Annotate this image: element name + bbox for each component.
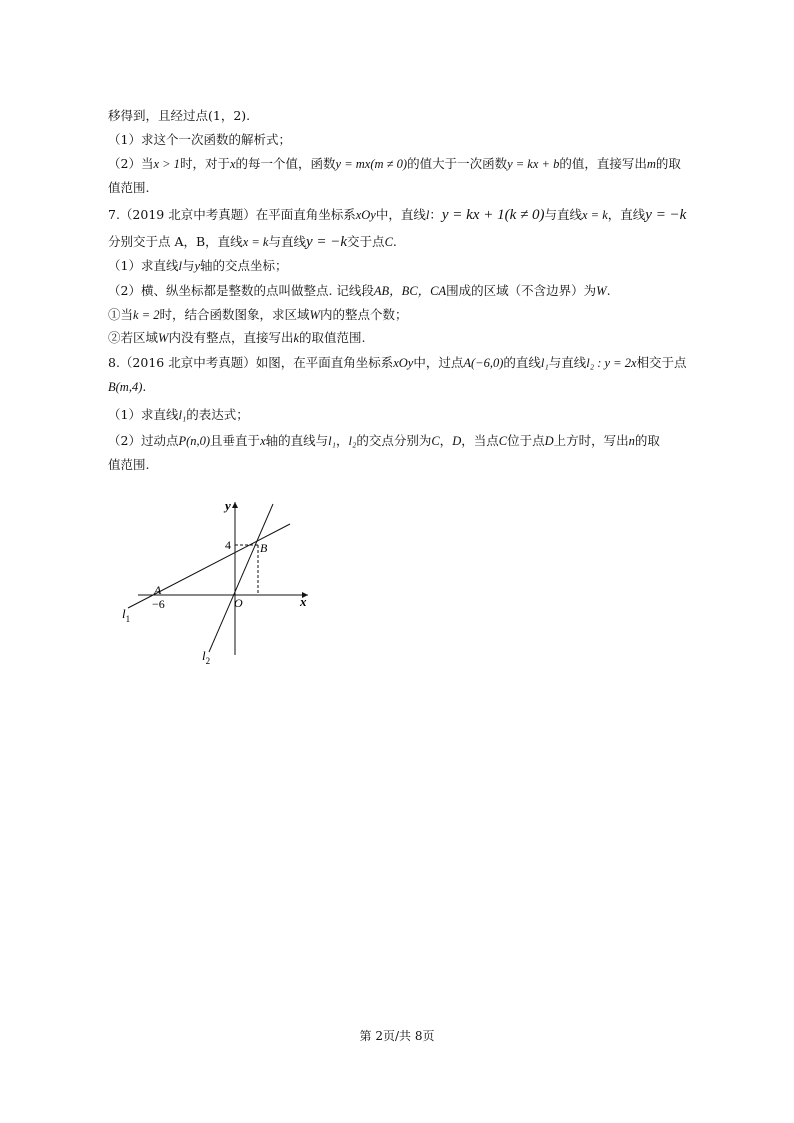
problem-8-stem: 8.（2016 北京中考真题）如图，在平面直角坐标系xOy中，过点A(−6,0)的直线l₁与直线l₂ : y = 2x相交于点 <box>108 355 687 370</box>
problem-7-question-1: （1）求直线l与y轴的交点坐标； <box>108 258 288 273</box>
tick-label-4: 4 <box>225 538 231 552</box>
continuation-question-2: （2）当x > 1时，对于x的每一个值，函数y = mx(m ≠ 0)的值大于一次函数y = kx + b的值，直接写出m的取 <box>108 156 681 171</box>
line-label-l1: $l_1$ <box>122 606 131 624</box>
line-l2 <box>209 504 273 652</box>
coordinate-figure <box>110 490 320 670</box>
y-axis-label: y <box>225 498 231 513</box>
page-footer: 第 2页/共 8页 <box>359 1029 435 1043</box>
problem-7-subquestion-2: ②若区域W内没有整点，直接写出k的取值范围. <box>108 330 366 345</box>
point-label-b: B <box>260 541 268 555</box>
continuation-question-1: （1）求这个一次函数的解析式； <box>108 132 291 147</box>
problem-8-question-1: （1）求直线l₁的表达式； <box>108 407 249 422</box>
point-label-a: A <box>154 583 162 597</box>
tick-label-neg6: −6 <box>152 597 165 611</box>
origin-label: O <box>234 596 243 610</box>
problem-8-stem-cont: B(m,4). <box>108 379 147 394</box>
problem-7-subquestion-1: ①当k = 2时，结合函数图象，求区域W内的整点个数； <box>108 307 408 322</box>
continuation-question-2-cont: 值范围. <box>108 180 150 195</box>
problem-7-stem: 7.（2019 北京中考真题）在平面直角坐标系xOy中，直线l：y = kx + 1(k ≠ 0)与直线x = k，直线y = −k <box>108 207 687 223</box>
x-axis-label: x <box>300 594 307 609</box>
problem-8-question-2-cont: 值范围. <box>108 457 150 472</box>
line-label-l2: $l_2$ <box>202 648 211 666</box>
problem-7-stem-cont: 分别交于点 A，B，直线x = k与直线y = −k交于点C. <box>108 234 397 250</box>
problem-7-question-2: （2）横、纵坐标都是整数的点叫做整点. 记线段AB，BC，CA围成的区域（不含边界）为W. <box>108 283 611 298</box>
continuation-line: 移得到，且经过点(1，2). <box>108 108 251 123</box>
problem-8-question-2: （2）过动点P(n,0)且垂直于x轴的直线与l₁，l₂的交点分别为C，D，当点C位于点D上方时，写出n的取 <box>108 433 660 448</box>
